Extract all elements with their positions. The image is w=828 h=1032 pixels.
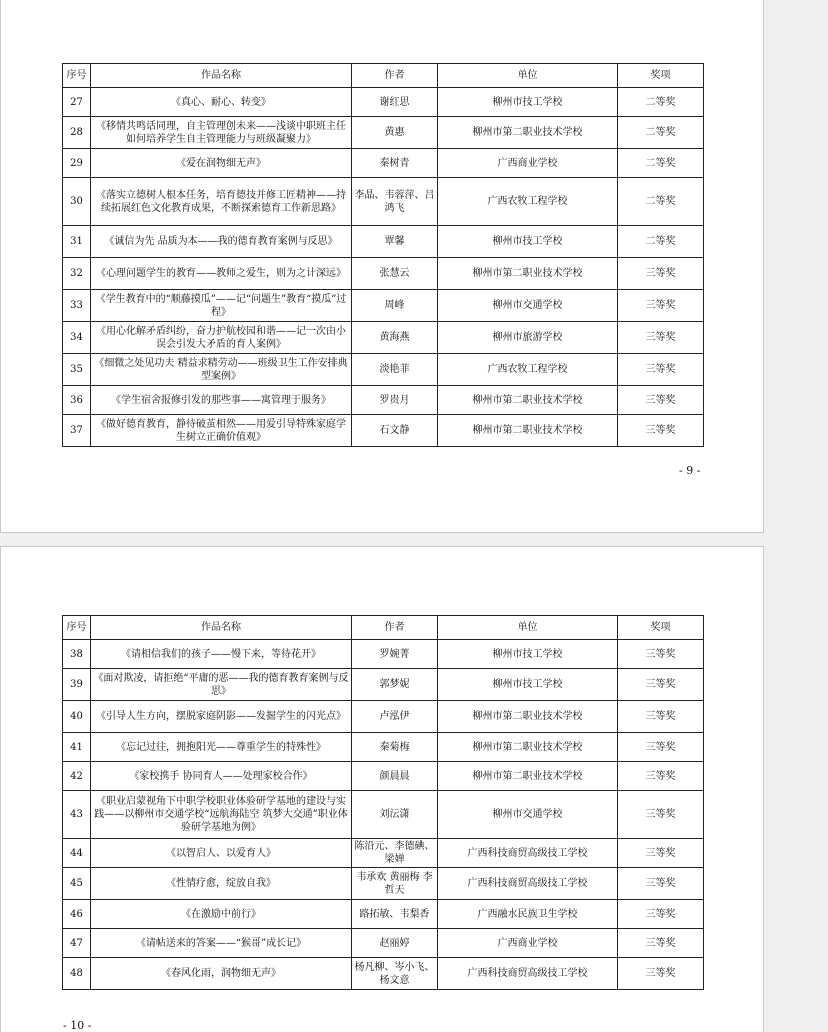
table-row	[63, 117, 704, 149]
author-name: 秦树青	[352, 149, 438, 178]
row-number: 34	[63, 322, 91, 354]
unit-name: 柳州市交通学校	[438, 791, 618, 839]
award-level: 三等奖	[618, 640, 704, 669]
unit-name: 广西科技商贸高级技工学校	[438, 958, 618, 990]
award-level: 三等奖	[618, 839, 704, 868]
unit-name: 广西农牧工程学校	[438, 354, 618, 386]
unit-name: 广西科技商贸高级技工学校	[438, 839, 618, 868]
award-level: 三等奖	[618, 791, 704, 839]
work-title: 《请相信我们的孩子——慢下来，等待花开》	[91, 640, 352, 669]
work-title: 《家校携手 协同育人——处理家校合作》	[91, 762, 352, 791]
row-number: 45	[63, 868, 91, 900]
row-number: 33	[63, 290, 91, 322]
author-name: 刘沄潇	[352, 791, 438, 839]
work-title: 《真心、耐心、转变》	[91, 88, 352, 117]
row-number: 39	[63, 669, 91, 701]
unit-name: 柳州市技工学校	[438, 640, 618, 669]
table-row	[63, 258, 704, 290]
table-row	[63, 149, 704, 178]
author-name: 秦菊梅	[352, 733, 438, 762]
work-title: 《以智启人、以爱育人》	[91, 839, 352, 868]
work-title: 《移情共鸣话同理，自主管理创未来——浅谈中职班主任如何培养学生自主管理能力与班级凝聚力》	[91, 117, 352, 149]
work-title: 《心理问题学生的教育——教师之爱生，则为之计深远》	[91, 258, 352, 290]
row-number: 44	[63, 839, 91, 868]
award-level: 三等奖	[618, 415, 704, 447]
work-title: 《忘记过往，拥抱阳光——尊重学生的特殊性》	[91, 733, 352, 762]
row-number: 43	[63, 791, 91, 839]
work-title: 《诚信为先 品质为本——我的德育教育案例与反思》	[91, 226, 352, 258]
award-level: 三等奖	[618, 322, 704, 354]
header-author: 作者	[352, 616, 438, 640]
table-body	[63, 640, 704, 990]
award-level: 二等奖	[618, 149, 704, 178]
author-name: 陈沿元、李德碘、梁婵	[352, 839, 438, 868]
work-title: 《爱在润物细无声》	[91, 149, 352, 178]
table-row	[63, 386, 704, 415]
row-number: 30	[63, 178, 91, 226]
table-row	[63, 290, 704, 322]
unit-name: 广西商业学校	[438, 929, 618, 958]
author-name: 淡艳菲	[352, 354, 438, 386]
author-name: 谢红思	[352, 88, 438, 117]
header-unit: 单位	[438, 616, 618, 640]
header-award: 奖项	[618, 64, 704, 88]
page-number: - 9 -	[679, 464, 701, 477]
row-number: 37	[63, 415, 91, 447]
work-title: 《请帖送来的答案——“猴哥”成长记》	[91, 929, 352, 958]
work-title: 《用心化解矛盾纠纷，奋力护航校园和谐——记一次由小误会引发大矛盾的育人案例》	[91, 322, 352, 354]
table-row	[63, 415, 704, 447]
unit-name: 柳州市第二职业技术学校	[438, 258, 618, 290]
table-row	[63, 868, 704, 900]
row-number: 41	[63, 733, 91, 762]
unit-name: 广西商业学校	[438, 149, 618, 178]
row-number: 47	[63, 929, 91, 958]
award-level: 三等奖	[618, 733, 704, 762]
work-title: 《春风化雨，润物细无声》	[91, 958, 352, 990]
award-level: 三等奖	[618, 386, 704, 415]
header-award: 奖项	[618, 616, 704, 640]
award-level: 二等奖	[618, 178, 704, 226]
table-body	[63, 88, 704, 447]
table-row	[63, 958, 704, 990]
document-page-10	[0, 546, 764, 1032]
header-no: 序号	[63, 616, 91, 640]
header-author: 作者	[352, 64, 438, 88]
table-header-row	[63, 616, 704, 640]
row-number: 32	[63, 258, 91, 290]
author-name: 卢泓伊	[352, 701, 438, 733]
author-name: 覃馨	[352, 226, 438, 258]
work-title: 《在激励中前行》	[91, 900, 352, 929]
row-number: 38	[63, 640, 91, 669]
award-level: 三等奖	[618, 958, 704, 990]
award-level: 二等奖	[618, 226, 704, 258]
award-level: 三等奖	[618, 354, 704, 386]
table-row	[63, 791, 704, 839]
unit-name: 柳州市交通学校	[438, 290, 618, 322]
author-name: 颜晨晨	[352, 762, 438, 791]
work-title: 《学生宿舍报修引发的那些事——寓管理于服务》	[91, 386, 352, 415]
row-number: 48	[63, 958, 91, 990]
author-name: 杨凡柳、岑小飞、杨文意	[352, 958, 438, 990]
table-row	[63, 322, 704, 354]
table-row	[63, 354, 704, 386]
author-name: 郭梦妮	[352, 669, 438, 701]
author-name: 黄惠	[352, 117, 438, 149]
award-level: 三等奖	[618, 701, 704, 733]
header-title: 作品名称	[91, 616, 352, 640]
author-name: 赵丽婷	[352, 929, 438, 958]
author-name: 周峰	[352, 290, 438, 322]
award-level: 三等奖	[618, 929, 704, 958]
header-no: 序号	[63, 64, 91, 88]
table-row	[63, 88, 704, 117]
document-page-9	[0, 0, 764, 533]
row-number: 27	[63, 88, 91, 117]
row-number: 46	[63, 900, 91, 929]
author-name: 黄海燕	[352, 322, 438, 354]
unit-name: 柳州市旅游学校	[438, 322, 618, 354]
work-title: 《职业启蒙视角下中职学校职业体验研学基地的建设与实践——以柳州市交通学校“远航海陆空 筑梦大交通”职业体验研学基地为例》	[91, 791, 352, 839]
row-number: 31	[63, 226, 91, 258]
table-row	[63, 701, 704, 733]
table-row	[63, 669, 704, 701]
awards-table	[62, 615, 704, 990]
award-level: 三等奖	[618, 669, 704, 701]
work-title: 《做好德育教育，静待破茧相然——用爱引导特殊家庭学生树立正确价值观》	[91, 415, 352, 447]
unit-name: 柳州市第二职业技术学校	[438, 701, 618, 733]
header-title: 作品名称	[91, 64, 352, 88]
table-row	[63, 733, 704, 762]
work-title: 《细微之处见功夫 精益求精劳动——班级卫生工作安排典型案例》	[91, 354, 352, 386]
award-level: 二等奖	[618, 117, 704, 149]
work-title: 《落实立德树人根本任务，培育德技并修工匠精神——持续拓展红色文化教育成果，不断探索德育工作新思路》	[91, 178, 352, 226]
table-header-row	[63, 64, 704, 88]
author-name: 罗婉菁	[352, 640, 438, 669]
awards-table	[62, 63, 704, 447]
row-number: 29	[63, 149, 91, 178]
unit-name: 柳州市技工学校	[438, 669, 618, 701]
unit-name: 广西农牧工程学校	[438, 178, 618, 226]
row-number: 35	[63, 354, 91, 386]
unit-name: 柳州市第二职业技术学校	[438, 733, 618, 762]
work-title: 《性情疗愈，绽放自我》	[91, 868, 352, 900]
unit-name: 柳州市第二职业技术学校	[438, 415, 618, 447]
row-number: 42	[63, 762, 91, 791]
table-row	[63, 929, 704, 958]
author-name: 韦承欢 黄丽梅 李哲天	[352, 868, 438, 900]
award-level: 三等奖	[618, 900, 704, 929]
row-number: 36	[63, 386, 91, 415]
work-title: 《引导人生方向，摆脱家庭阴影——发掘学生的闪光点》	[91, 701, 352, 733]
table-row	[63, 640, 704, 669]
row-number: 28	[63, 117, 91, 149]
author-name: 罗贵月	[352, 386, 438, 415]
table-row	[63, 762, 704, 791]
unit-name: 柳州市第二职业技术学校	[438, 386, 618, 415]
author-name: 张慧云	[352, 258, 438, 290]
award-level: 二等奖	[618, 88, 704, 117]
award-level: 三等奖	[618, 258, 704, 290]
work-title: 《学生教育中的“顺藤摸瓜”——记“问题生”教育“摸瓜”过程》	[91, 290, 352, 322]
author-name: 李晶、韦蓉萍、吕鸿飞	[352, 178, 438, 226]
unit-name: 广西融水民族卫生学校	[438, 900, 618, 929]
unit-name: 柳州市第二职业技术学校	[438, 762, 618, 791]
author-name: 路拓敏、韦梨香	[352, 900, 438, 929]
row-number: 40	[63, 701, 91, 733]
table-row	[63, 178, 704, 226]
table-row	[63, 900, 704, 929]
header-unit: 单位	[438, 64, 618, 88]
author-name: 石文静	[352, 415, 438, 447]
award-level: 三等奖	[618, 762, 704, 791]
unit-name: 柳州市技工学校	[438, 226, 618, 258]
table-row	[63, 226, 704, 258]
award-level: 三等奖	[618, 290, 704, 322]
page-number: - 10 -	[63, 1019, 92, 1032]
unit-name: 广西科技商贸高级技工学校	[438, 868, 618, 900]
unit-name: 柳州市技工学校	[438, 88, 618, 117]
table-row	[63, 839, 704, 868]
work-title: 《面对欺凌，请拒绝“平庸的恶——我的德育教育案例与反思》	[91, 669, 352, 701]
award-level: 三等奖	[618, 868, 704, 900]
unit-name: 柳州市第二职业技术学校	[438, 117, 618, 149]
